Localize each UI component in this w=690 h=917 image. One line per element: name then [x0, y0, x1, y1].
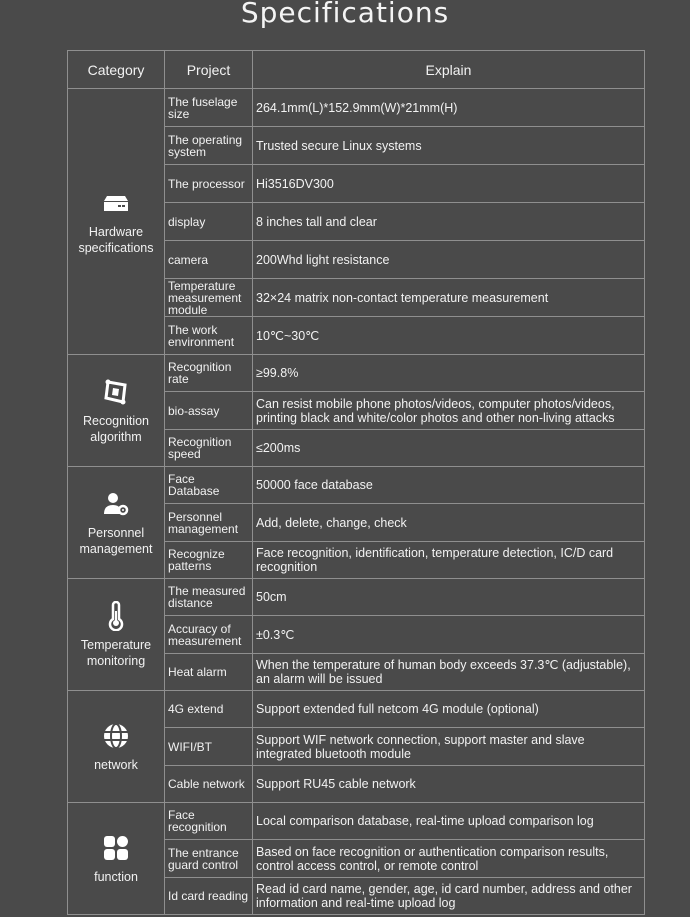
project-cell: camera: [165, 241, 253, 279]
explain-cell: Hi3516DV300: [253, 165, 645, 203]
explain-cell: When the temperature of human body exceeds 37.3℃ (adjustable), an alarm will be issued: [253, 654, 645, 691]
category-cell-temperature: [68, 579, 165, 691]
project-cell: Face Database: [165, 467, 253, 504]
hardware-icon: [101, 188, 131, 218]
explain-cell: Support RU45 cable network: [253, 766, 645, 803]
personnel-icon: [101, 489, 131, 519]
explain-cell: 50cm: [253, 579, 645, 616]
category-label: function: [94, 869, 138, 884]
explain-cell: 200Whd light resistance: [253, 241, 645, 279]
explain-cell: ±0.3℃: [253, 616, 645, 654]
header-category: Category: [68, 51, 165, 89]
category-label: Personnel management: [79, 525, 153, 556]
project-cell: The operating system: [165, 127, 253, 165]
project-cell: Recognize patterns: [165, 542, 253, 579]
explain-cell: 10℃~30℃: [253, 317, 645, 355]
explain-cell: Trusted secure Linux systems: [253, 127, 645, 165]
category-cell-personnel: [68, 467, 165, 579]
table-row: [68, 803, 645, 840]
category-cell-hardware: [68, 89, 165, 355]
project-cell: Recognition rate: [165, 355, 253, 392]
category-cell-network: [68, 691, 165, 803]
explain-cell: 32×24 matrix non-contact temperature measurement: [253, 279, 645, 317]
spec-table: [67, 50, 645, 915]
project-cell: Recognition speed: [165, 430, 253, 467]
category-cell-function: [68, 803, 165, 915]
header-explain: Explain: [253, 51, 645, 89]
category-label: Hardware specifications: [78, 224, 154, 255]
explain-cell: Support WIF network connection, support master and slave integrated bluetooth module: [253, 728, 645, 766]
project-cell: Cable network: [165, 766, 253, 803]
project-cell: Id card reading: [165, 878, 253, 915]
project-cell: The measured distance: [165, 579, 253, 616]
page-title: Specifications: [240, 0, 450, 29]
explain-cell: Based on face recognition or authentication comparison results, control access control, or remote control: [253, 840, 645, 878]
category-cell-recognition: [68, 355, 165, 467]
table-row: [68, 691, 645, 728]
project-cell: 4G extend: [165, 691, 253, 728]
project-cell: bio-assay: [165, 392, 253, 430]
category-label: network: [94, 757, 138, 772]
globe-icon: [101, 721, 131, 751]
project-cell: The work environment: [165, 317, 253, 355]
project-cell: display: [165, 203, 253, 241]
explain-cell: Face recognition, identification, temperature detection, IC/D card recognition: [253, 542, 645, 579]
project-cell: Personnel management: [165, 504, 253, 542]
header-project: Project: [165, 51, 253, 89]
project-cell: Accuracy of measurement: [165, 616, 253, 654]
explain-cell: ≥99.8%: [253, 355, 645, 392]
explain-cell: 50000 face database: [253, 467, 645, 504]
project-cell: WIFI/BT: [165, 728, 253, 766]
explain-cell: Can resist mobile phone photos/videos, computer photos/videos, printing black and white/color photos and other non-living attacks: [253, 392, 645, 430]
explain-cell: Read id card name, gender, age, id card number, address and other information and real-time upload log: [253, 878, 645, 915]
category-label: Temperature monitoring: [80, 637, 152, 668]
table-row: [68, 579, 645, 616]
explain-cell: Local comparison database, real-time upload comparison log: [253, 803, 645, 840]
thermometer-icon: [101, 601, 131, 631]
table-row: [68, 467, 645, 504]
table-row: [68, 355, 645, 392]
project-cell: The fuselage size: [165, 89, 253, 127]
explain-cell: Support extended full netcom 4G module (optional): [253, 691, 645, 728]
explain-cell: Add, delete, change, check: [253, 504, 645, 542]
project-cell: Face recognition: [165, 803, 253, 840]
project-cell: Temperature measurement module: [165, 279, 253, 317]
recognition-icon: [101, 377, 131, 407]
explain-cell: 264.1mm(L)*152.9mm(W)*21mm(H): [253, 89, 645, 127]
explain-cell: ≤200ms: [253, 430, 645, 467]
project-cell: The processor: [165, 165, 253, 203]
table-row: [68, 89, 645, 127]
explain-cell: 8 inches tall and clear: [253, 203, 645, 241]
project-cell: The entrance guard control: [165, 840, 253, 878]
header-row: [68, 51, 645, 89]
project-cell: Heat alarm: [165, 654, 253, 691]
category-label: Recognition algorithm: [82, 413, 149, 444]
grid-icon: [101, 833, 131, 863]
